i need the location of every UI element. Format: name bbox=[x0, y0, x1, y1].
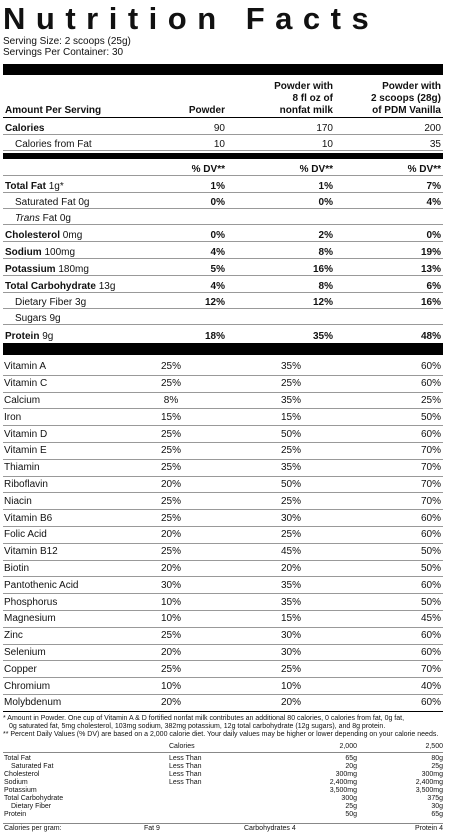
vitamin-row: Thiamin 25% 35% 70% bbox=[3, 460, 443, 477]
reference-row: Dietary Fiber 25g 30g bbox=[11, 803, 443, 811]
reference-row: Sodium Less Than 2,400mg 2,400mg bbox=[4, 779, 443, 787]
nutrition-facts-panel bbox=[3, 0, 443, 834]
calories-row: Calories 90 170 200 bbox=[3, 118, 443, 135]
nutrient-row-dietary-fiber: Dietary Fiber 3g 12% 12% 16% bbox=[3, 293, 443, 309]
vitamin-row: Iron 15% 15% 50% bbox=[3, 409, 443, 426]
nutrient-row-trans-fat: Trans Fat 0g bbox=[3, 209, 443, 225]
nutrient-row-sodium: Sodium 100mg 4% 8% 19% bbox=[3, 242, 443, 259]
vitamin-row: Vitamin D 25% 50% 60% bbox=[3, 426, 443, 443]
footnote-amount: * Amount in Powder. One cup of Vitamin A & D fortified nonfat milk contributes an additional 80 calories, 0 calories from fat, 0g fat, bbox=[3, 714, 405, 722]
vitamin-row: Vitamin B6 25% 30% 60% bbox=[3, 510, 443, 527]
nutrient-row-cholesterol: Cholesterol 0mg 0% 2% 0% bbox=[3, 225, 443, 242]
nutrient-row-total-carbohydrate: Total Carbohydrate 13g 4% 8% 6% bbox=[3, 276, 443, 293]
nutrient-row-protein: Protein 9g 18% 35% 48% bbox=[5, 331, 441, 342]
vitamin-row: Vitamin A 25% 35% 60% bbox=[3, 359, 443, 376]
nutrient-row-sugars: Sugars 9g bbox=[3, 309, 443, 325]
reference-row: Protein 50g 65g bbox=[4, 811, 443, 819]
vitamin-row: Pantothenic Acid 30% 35% 60% bbox=[3, 577, 443, 594]
reference-row: Total Fat Less Than 65g 80g bbox=[4, 754, 443, 762]
calories-from-fat-row: Calories from Fat 10 10 35 bbox=[3, 135, 443, 151]
vitamin-row: Niacin 25% 25% 70% bbox=[3, 493, 443, 510]
column-header-row bbox=[3, 75, 443, 118]
thick-divider bbox=[3, 64, 443, 75]
amount-per-serving-label: Amount Per Serving bbox=[5, 105, 102, 116]
footnote-amount-cont: 0g saturated fat, 5mg cholesterol, 103mg sodium, 382mg potassium, 12g total carbohydrate (12g sugars), and 8g protein. bbox=[9, 722, 386, 730]
footnote-daily-values: ** Percent Daily Values (% DV) are based on a 2,000 calorie diet. Your daily values may be higher or lower depending on your calorie needs. bbox=[3, 730, 439, 738]
servings-per-container: Servings Per Container: 30 bbox=[3, 47, 124, 58]
vitamin-row: Biotin 20% 20% 50% bbox=[3, 561, 443, 578]
dv-header-row: % DV** % DV** % DV** bbox=[3, 159, 443, 176]
footnotes bbox=[3, 715, 443, 739]
vitamin-row: Phosphorus 10% 35% 50% bbox=[3, 594, 443, 611]
page-title: Nutrition Facts bbox=[3, 1, 380, 36]
nutrient-row-total-fat: Total Fat 1g* 1% 1% 7% bbox=[3, 176, 443, 193]
vitamin-row: Folic Acid 20% 25% 60% bbox=[3, 527, 443, 544]
vitamin-row: Copper 25% 25% 70% bbox=[3, 661, 443, 678]
nutrient-row-saturated-fat: Saturated Fat 0g 0% 0% 4% bbox=[3, 193, 443, 209]
col-pdm-label: Powder with 2 scoops (28g) of PDM Vanilla bbox=[370, 81, 441, 116]
vitamin-row: Calcium 8% 35% 25% bbox=[3, 393, 443, 410]
col-powder-label: Powder bbox=[188, 105, 225, 116]
reference-row: Total Carbohydrate 300g 375g bbox=[4, 795, 443, 803]
reference-table bbox=[3, 743, 443, 820]
reference-header: Calories 2,000 2,500 bbox=[3, 743, 443, 753]
serving-size: Serving Size: 2 scoops (25g) bbox=[3, 36, 131, 47]
vitamin-row: Vitamin C 25% 25% 60% bbox=[3, 376, 443, 393]
thick-divider bbox=[3, 343, 443, 355]
vitamin-row: Chromium 10% 10% 40% bbox=[3, 678, 443, 695]
col-milk-label: Powder with 8 fl oz of nonfat milk bbox=[274, 81, 333, 116]
vitamin-table bbox=[3, 359, 443, 712]
reference-row: Saturated Fat Less Than 20g 25g bbox=[11, 762, 443, 770]
nutrient-row-potassium: Potassium 180mg 5% 16% 13% bbox=[3, 259, 443, 276]
vitamin-row: Riboflavin 20% 50% 70% bbox=[3, 477, 443, 494]
reference-row: Cholesterol Less Than 300mg 300mg bbox=[4, 771, 443, 779]
vitamin-row: Zinc 25% 30% 60% bbox=[3, 628, 443, 645]
vitamin-row: Molybdenum 20% 20% 60% bbox=[3, 695, 443, 712]
vitamin-row: Vitamin B12 25% 45% 50% bbox=[3, 544, 443, 561]
calories-per-gram-row: Calories per gram: Fat 9 Carbohydrates 4 Protein 4 bbox=[4, 824, 443, 832]
vitamin-row: Vitamin E 25% 25% 70% bbox=[3, 443, 443, 460]
vitamin-row: Magnesium 10% 15% 45% bbox=[3, 611, 443, 628]
reference-row: Potassium 3,500mg 3,500mg bbox=[4, 787, 443, 795]
vitamin-row: Selenium 20% 30% 60% bbox=[3, 645, 443, 662]
